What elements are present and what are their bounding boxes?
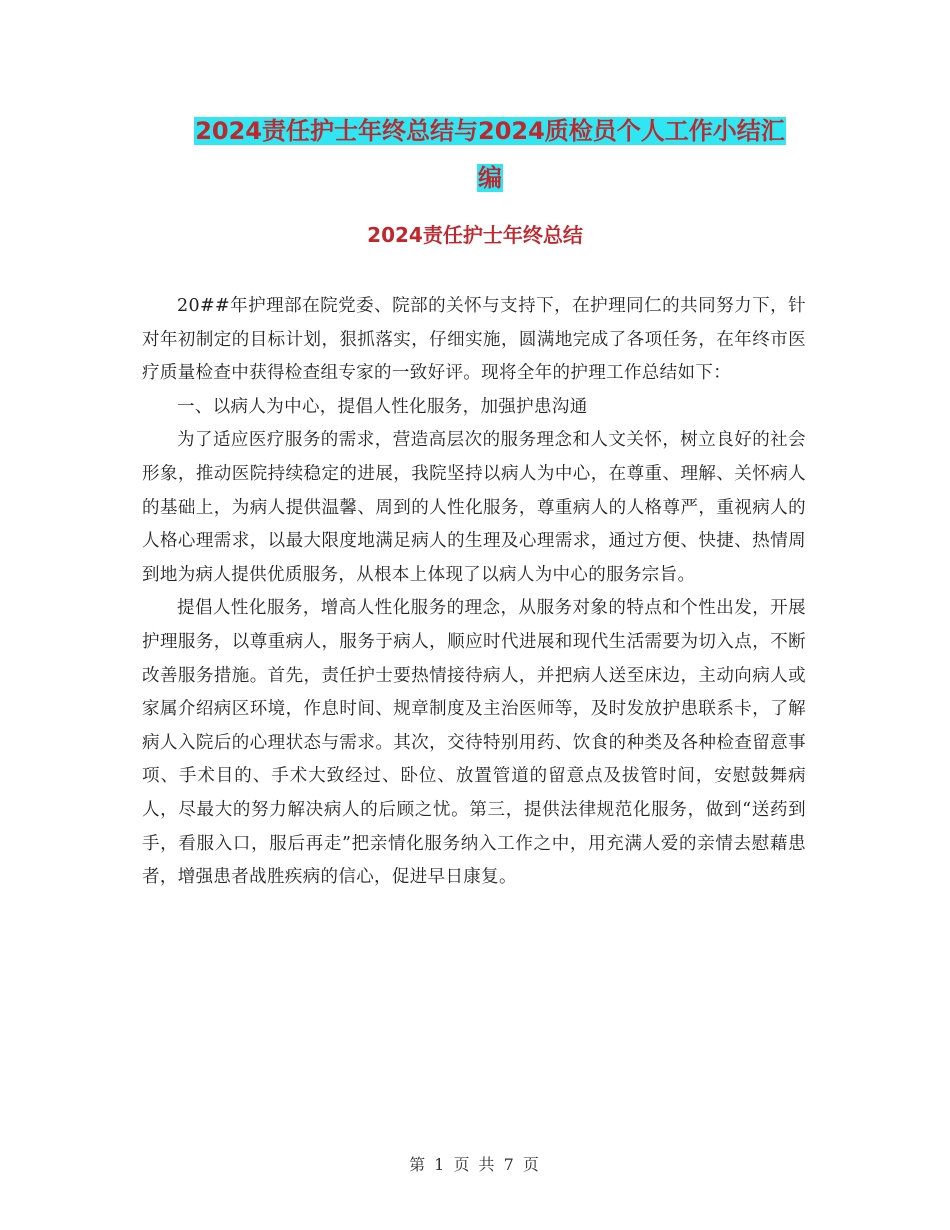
paragraph-heading: 一、以病人为中心，提倡人性化服务，加强护患沟通 (177, 396, 588, 417)
section-title: 2024责任护士年终总结 (367, 223, 583, 247)
paragraph: 20##年护理部在院党委、院部的关怀与支持下，在护理同仁的共同努力下，针对年初制定的目标计划，狠抓落实，仔细实施，圆满地完成了各项任务，在年终市医疗质量检查中获得检查组专家的一致好评。现将全年的护理工作总结如下： (142, 296, 806, 384)
paragraph: 提倡人性化服务，增高人性化服务的理念，从服务对象的特点和个性出发，开展护理服务，以尊重病人，服务于病人，顺应时代进展和现代生活需要为切入点，不断改善服务措施。首先，责任护士要热情接待病人，并把病人送至床边，主动向病人或家属介绍病区环境，作息时间、规章制度及主治医师等，及时发放护患联系卡，了解病人入院后的心理状态与需求。其次，交待特别用药、饮食的种类及各种检查留意事项、手术目的、手术大致经过、卧位、放置管道的留意点及拔管时间，安慰鼓舞病人，尽最大的努力解决病人的后顾之忧。第三，提供法律规范化服务，做到“送药到手，看服入口，服后再走”把亲情化服务纳入工作之中，用充满人爱的亲情去慰藉患者，增强患者战胜疾病的信心，促进早日康复。 (142, 598, 806, 888)
body-text (142, 290, 806, 895)
document-title-line-2: 编 (478, 164, 502, 192)
document-title (140, 108, 840, 202)
paragraph: 为了适应医疗服务的需求，营造高层次的服务理念和人文关怀，树立良好的社会形象，推动医院持续稳定的进展，我院坚持以病人为中心，在尊重、理解、关怀病人的基础上，为病人提供温馨、周到的人性化服务，尊重病人的人格尊严，重视病人的人格心理需求，以最大限度地满足病人的生理及心理需求，通过方便、快捷、热情周到地为病人提供优质服务，从根本上体现了以病人为中心的服务宗旨。 (142, 430, 806, 585)
page-footer: 第 1 页 共 7 页 (409, 1155, 541, 1174)
document-title-line-1: 2024责任护士年终总结与2024质检员个人工作小结汇 (195, 117, 785, 145)
